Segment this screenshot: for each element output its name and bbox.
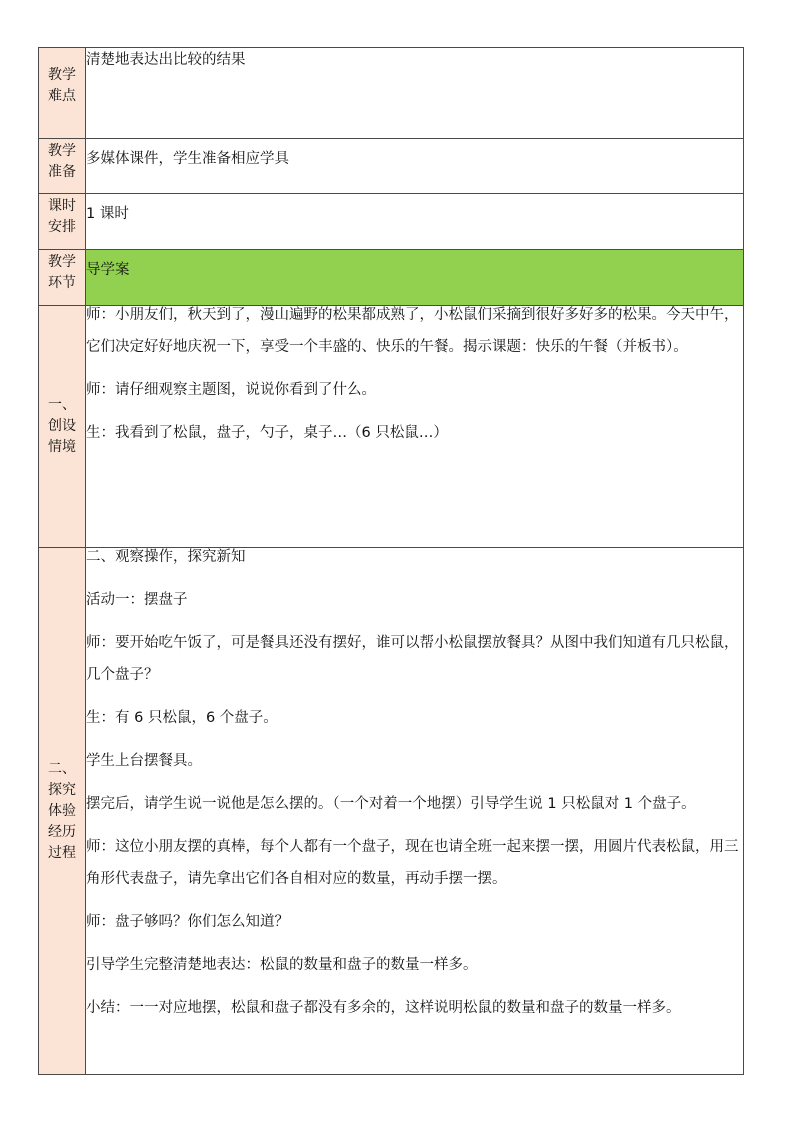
- label-cell: [39, 306, 86, 548]
- lesson-plan-table: [38, 47, 744, 1075]
- row-section: [39, 250, 744, 306]
- preparation-text: 多媒体课件，学生准备相应学具: [86, 151, 289, 167]
- row-scenario: [39, 306, 744, 548]
- paragraph: 师：要开始吃午饭了，可是餐具还没有摆好，谁可以帮小松鼠摆放餐具？从图中我们知道有几只松鼠，几个盘子？: [86, 635, 739, 683]
- paragraph: 师：这位小朋友摆的真棒，每个人都有一个盘子，现在也请全班一起来摆一摆，用圆片代表松鼠，用三角形代表盘子，请先拿出它们各自相对应的数量，再动手摆一摆。: [86, 839, 739, 887]
- label-cell: [39, 48, 86, 139]
- content-cell: [86, 48, 744, 139]
- content-cell: [86, 306, 744, 548]
- row-label: 教学环节: [48, 254, 76, 291]
- paragraph: 师：盘子够吗？你们怎么知道？: [86, 914, 289, 930]
- section-text: 导学案: [86, 262, 130, 278]
- paragraph: 二、观察操作，探究新知: [86, 549, 246, 565]
- content-cell: [86, 139, 744, 194]
- row-exploration: [39, 548, 744, 1075]
- paragraph: 活动一：摆盘子: [86, 592, 188, 608]
- content-cell: [86, 250, 744, 306]
- row-label: 二、探究体验经历过程: [48, 760, 76, 861]
- paragraph: 小结：一一对应地摆，松鼠和盘子都没有多余的，这样说明松鼠的数量和盘子的数量一样多。: [86, 1000, 681, 1016]
- row-label: 课时安排: [48, 198, 76, 235]
- paragraph: 生：有 6 只松鼠，6 个盘子。: [86, 710, 278, 726]
- paragraph: 师：小朋友们，秋天到了，漫山遍野的松果都成熟了，小松鼠们采摘到很好多好多的松果。今天中午，它们决定好好地庆祝一下，享受一个丰盛的、快乐的午餐。揭示课题：快乐的午餐（并板书）。: [86, 307, 739, 355]
- content-cell: [86, 548, 744, 1075]
- paragraph: 师：请仔细观察主题图，说说你看到了什么。: [86, 382, 376, 398]
- label-cell: [39, 548, 86, 1075]
- row-label: 一、创设情境: [48, 397, 76, 455]
- label-cell: [39, 250, 86, 306]
- paragraph: 引导学生完整清楚地表达：松鼠的数量和盘子的数量一样多。: [86, 957, 478, 973]
- content-cell: [86, 194, 744, 250]
- row-label: 教学难点: [48, 67, 76, 104]
- paragraph: 学生上台摆餐具。: [86, 753, 202, 769]
- label-cell: [39, 194, 86, 250]
- difficulty-text: 清楚地表达出比较的结果: [86, 52, 246, 68]
- paragraph: 生：我看到了松鼠，盘子，勺子，桌子…（6 只松鼠…）: [86, 425, 448, 441]
- schedule-text: 1 课时: [86, 206, 129, 222]
- row-preparation: [39, 139, 744, 194]
- row-difficulty: [39, 48, 744, 139]
- label-cell: [39, 139, 86, 194]
- paragraph: 摆完后，请学生说一说他是怎么摆的。（一个对着一个地摆）引导学生说 1 只松鼠对 1 个盘子。: [86, 796, 696, 812]
- row-label: 教学准备: [48, 143, 76, 180]
- row-schedule: [39, 194, 744, 250]
